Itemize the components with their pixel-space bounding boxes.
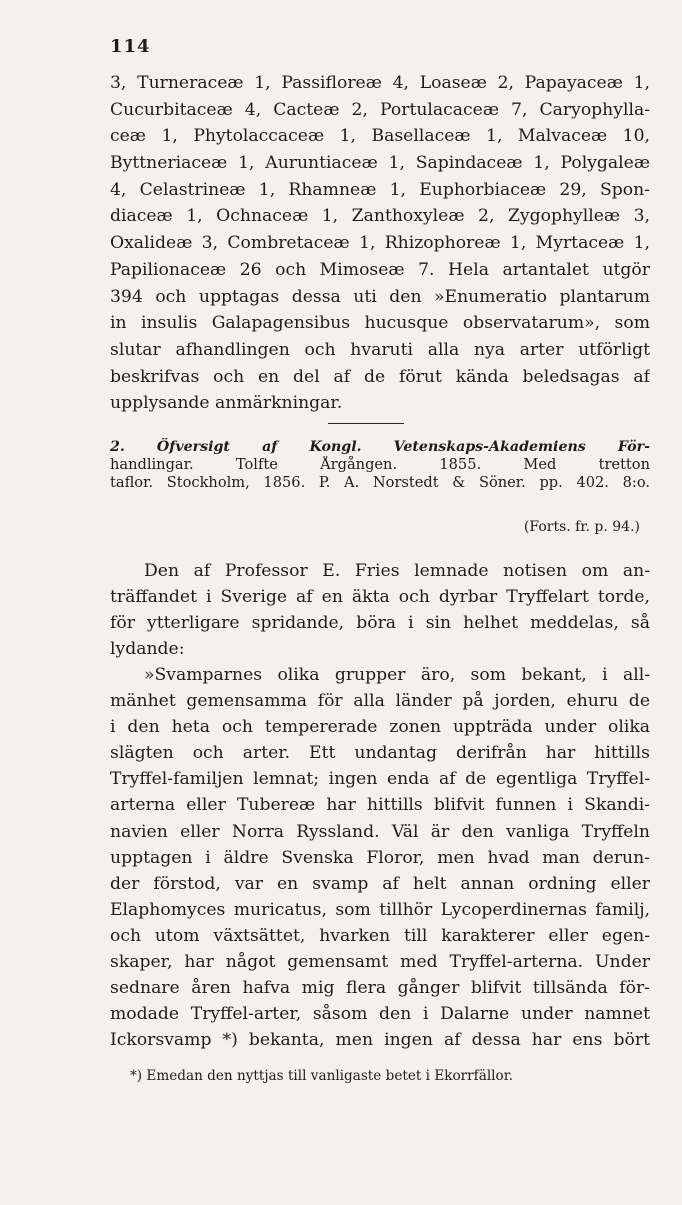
bibliographic-reference (110, 438, 650, 492)
intro-paragraph (110, 558, 650, 662)
reference-line: taflor. Stockholm, 1856. P. A. Norstedt & Söner. pp. 402. 8:o. (110, 474, 650, 491)
text-line: Elaphomyces muricatus, som tillhör Lycoperdinernas familj, (110, 899, 650, 920)
text-line: in insulis Galapagensibus hucusque observatarum», som (110, 313, 650, 334)
text-line: beskrifvas och en del af de förut kända beledsagas af (110, 366, 650, 387)
text-line: för ytterligare spridande, böra i sin helhet meddelas, så (110, 613, 650, 634)
text-line: »Svamparnes olika grupper äro, som bekant, i all- (144, 665, 650, 685)
continuation-note: (Forts. fr. p. 94.) (523, 519, 640, 535)
text-line: slutar afhandlingen och hvaruti alla nya arter utförligt (110, 339, 650, 360)
text-line: Cucurbitaceæ 4, Cacteæ 2, Portulacaceæ 7, Caryophylla- (110, 99, 650, 120)
species-count-paragraph (110, 70, 650, 417)
text-line: der förstod, var en svamp af helt annan ordning eller (110, 873, 650, 894)
text-line: Oxalideæ 3, Combretaceæ 1, Rhizophoreæ 1, Myrtaceæ 1, (110, 233, 650, 254)
page-number: 114 (110, 36, 151, 57)
text-line: sednare åren hafva mig flera gånger blifvit tillsända för- (110, 978, 650, 999)
text-line: lydande: (110, 639, 185, 660)
text-line: slägten och arter. Ett undantag derifrån har hittills (110, 743, 650, 764)
text-line: träffandet i Sverige af en äkta och dyrbar Tryffelart torde, (110, 587, 650, 608)
text-line: 4, Celastrineæ 1, Rhamneæ 1, Euphorbiaceæ 29, Spon- (110, 179, 650, 200)
section-divider (328, 423, 404, 424)
text-line: modade Tryffel-arter, såsom den i Dalarne under namnet (110, 1004, 650, 1025)
reference-title-line: 2. Öfversigt af Kongl. Vetenskaps-Akademiens För- (110, 439, 650, 455)
text-line: 394 och upptagas dessa uti den »Enumeratio plantarum (110, 286, 650, 307)
text-line: Papilionaceæ 26 och Mimoseæ 7. Hela artantalet utgör (110, 259, 650, 280)
text-line: ceæ 1, Phytolaccaceæ 1, Basellaceæ 1, Malvaceæ 10, (110, 126, 650, 147)
text-line: skaper, har något gemensamt med Tryffel-arterna. Under (110, 952, 650, 973)
text-line: upplysande anmärkningar. (110, 393, 343, 414)
text-line: upptagen i äldre Svenska Floror, men hvad man derun- (110, 847, 650, 868)
quoted-paragraph (110, 662, 650, 1053)
reference-line: handlingar. Tolfte Årgången. 1855. Med tretton (110, 456, 650, 473)
text-line: Den af Professor E. Fries lemnade notisen om an- (144, 561, 650, 581)
text-line: Tryffel-familjen lemnat; ingen enda af de egentliga Tryffel- (110, 769, 650, 790)
text-line: arterna eller Tubereæ har hittills blifvit funnen i Skandi- (110, 795, 650, 816)
text-line: Ickorsvamp *) bekanta, men ingen af dessa har ens bört (110, 1030, 650, 1051)
text-line: i den heta och tempererade zonen uppträda under olika (110, 717, 650, 738)
footnote: *) Emedan den nyttjas till vanligaste betet i Ekorrfällor. (130, 1068, 514, 1084)
text-line: och utom växtsättet, hvarken till karakterer eller egen- (110, 925, 650, 946)
text-line: diaceæ 1, Ochnaceæ 1, Zanthoxyleæ 2, Zygophylleæ 3, (110, 206, 650, 227)
text-line: Byttneriaceæ 1, Auruntiaceæ 1, Sapindaceæ 1, Polygaleæ (110, 153, 650, 174)
text-line: mänhet gemensamma för alla länder på jorden, ehuru de (110, 691, 650, 712)
text-line: 3, Turneraceæ 1, Passifloreæ 4, Loaseæ 2, Papayaceæ 1, (110, 73, 650, 93)
text-line: navien eller Norra Ryssland. Väl är den vanliga Tryffeln (110, 821, 650, 842)
